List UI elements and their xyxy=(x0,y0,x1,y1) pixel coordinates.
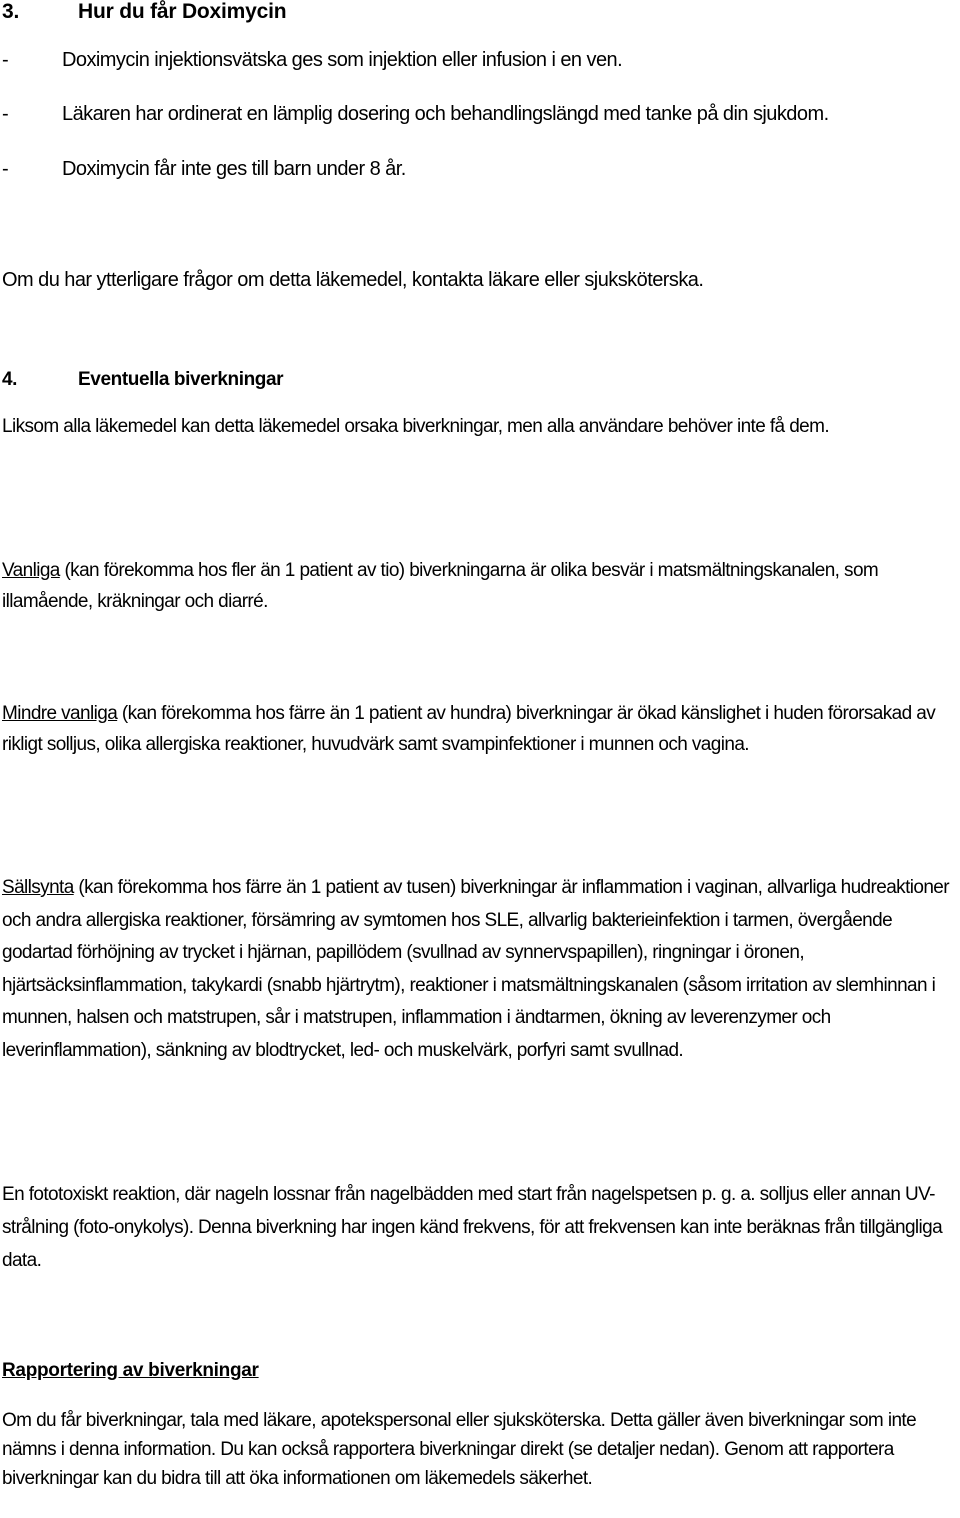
section-3-contact-text: Om du har ytterligare frågor om detta läkemedel, kontakta läkare eller sjuksköterska. xyxy=(2,269,704,291)
bullet-text: Doximycin får inte ges till barn under 8 år. xyxy=(62,158,406,180)
bullet-item xyxy=(2,157,958,181)
bullet-text: Läkaren har ordinerat en lämplig dosering och behandlingslängd med tanke på din sjukdom. xyxy=(62,103,829,125)
section-4-number: 4. xyxy=(2,369,18,390)
uncommon-label: Mindre vanliga xyxy=(2,703,118,724)
uncommon-side-effects xyxy=(2,698,958,760)
common-label: Vanliga xyxy=(2,560,60,581)
phototoxic-reaction-text: En fototoxiskt reaktion, där nageln lossnar från nagelbädden med start från nagelspetsen p. g. a. solljus eller annan UV-strålning (foto-onykolys). Denna biverkning har ingen känd frekvens, för att frekvensen kan inte beräknas från tillgängliga data. xyxy=(2,1184,943,1271)
bullet-item xyxy=(2,102,958,126)
reporting-text: Om du får biverkningar, tala med läkare, apotekspersonal eller sjuksköterska. Detta gäller även biverkningar som inte nämns i denna information. Du kan också rapportera biverkningar direkt (se detaljer nedan). Genom att rapportera biverkningar kan du bidra till att öka informationen om läkemedels säkerhet. xyxy=(2,1410,917,1489)
section-3-number: 3. xyxy=(2,0,20,23)
section-4-heading xyxy=(2,368,958,392)
section-3-heading xyxy=(2,0,958,24)
bullet-marker: - xyxy=(2,158,9,180)
section-3-title: Hur du får Doximycin xyxy=(78,0,287,23)
bullet-item xyxy=(2,48,958,72)
bullet-text: Doximycin injektionsvätska ges som injektion eller infusion i en ven. xyxy=(62,49,623,71)
rare-text: (kan förekomma hos färre än 1 patient av tusen) biverkningar är inflammation i vaginan, allvarliga hudreaktioner och andra allergiska reaktioner, försämring av symtomen hos SLE, allvarlig bakterieinfektion i tarmen, övergående godartad förhöjning av trycket i hjärnan, papillödem (svullnad av synnervspapillen), ringningar i öronen, hjärtsäcksinflammation, takykardi (snabb hjärtrytm), reaktioner i matsmältningskanalen (såsom irritation av slemhinnan i munnen, halsen och matstrupen, sår i matstrupen, inflammation i ändtarmen, ökning av leverenzymer och leverinflammation), sänkning av blodtrycket, led- och muskelvärk, porfyri samt svullnad. xyxy=(2,877,950,1061)
rare-label: Sällsynta xyxy=(2,877,74,898)
rare-side-effects xyxy=(2,872,958,1067)
side-effects-intro: Liksom alla läkemedel kan detta läkemedel orsaka biverkningar, men alla användare behöver inte få dem. xyxy=(2,416,830,437)
common-text: (kan förekomma hos fler än 1 patient av tio) biverkningarna är olika besvär i matsmältningskanalen, som illamående, kräkningar och diarré. xyxy=(2,560,879,612)
uncommon-text: (kan förekomma hos färre än 1 patient av hundra) biverkningar är ökad känslighet i huden förorsakad av rikligt solljus, olika allergiska reaktioner, huvudvärk samt svampinfektioner i munnen och vagina. xyxy=(2,703,936,755)
bullet-marker: - xyxy=(2,103,9,125)
section-4-title: Eventuella biverkningar xyxy=(78,369,284,390)
reporting-heading: Rapportering av biverkningar xyxy=(2,1360,259,1381)
bullet-marker: - xyxy=(2,49,9,71)
common-side-effects xyxy=(2,555,958,617)
